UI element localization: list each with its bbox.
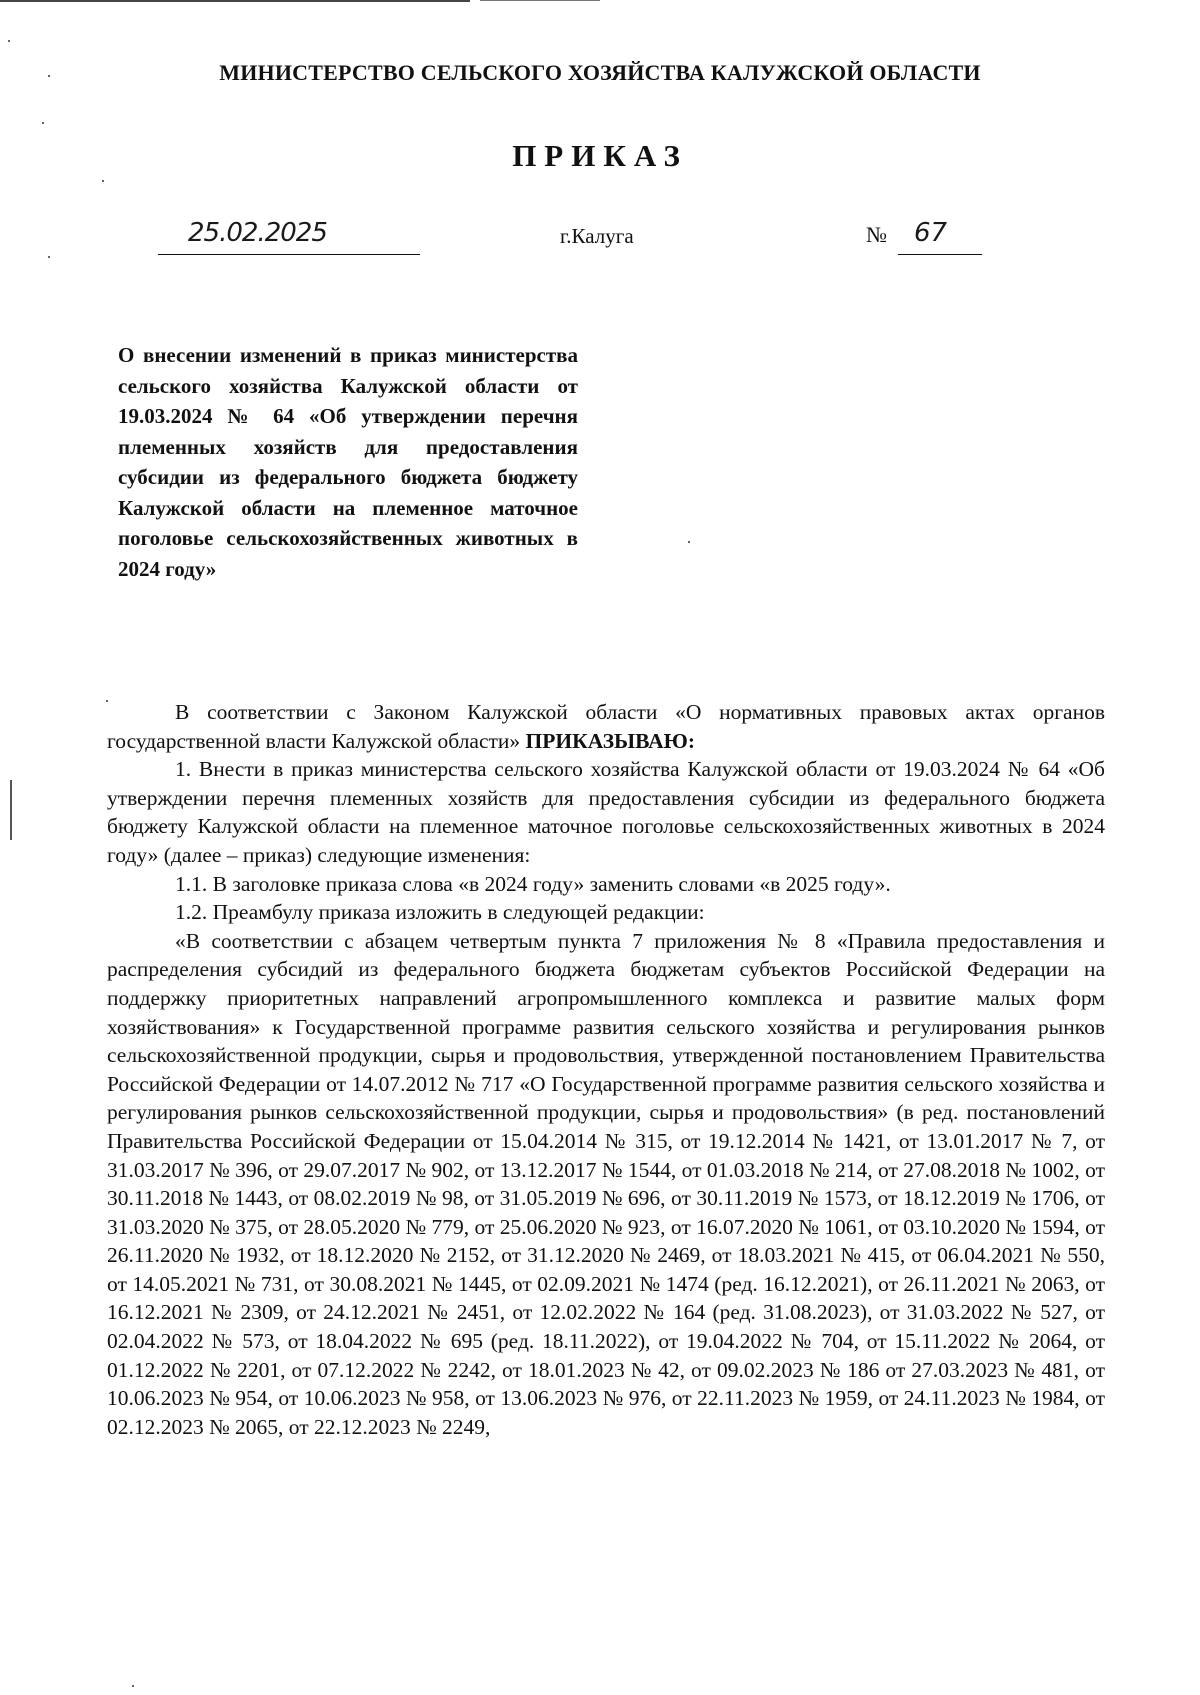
- scan-margin-mark: [10, 780, 12, 840]
- scan-artifact-line: [480, 0, 600, 1]
- number-field: [898, 218, 982, 255]
- quoted-preamble: «В соответствии с абзацем четвертым пункта 7 приложения № 8 «Правила предоставления и распределения субсидий из федерального бюджета бюджетам субъектов Российской Федерации на поддержку приоритетных направлений агропромышленного комплекса и развитие малых форм хозяйствования» к Государственной программе развития сельского хозяйства и регулирования рынков сельскохозяйственной продукции, сырья и продовольствия, утвержденной постановлением Правительства Российской Федерации от 14.07.2012 № 717 «О Государственной программе развития сельского хозяйства и регулирования рынков сельскохозяйственной продукции, сырья и продовольствия» (в ред. постановлений Правительства Российской Федерации от 15.04.2014 № 315, от 19.12.2014 № 1421, от 13.01.2017 № 7, от 31.03.2017 № 396, от 29.07.2017 № 902, от 13.12.2017 № 1544, от 01.03.2018 № 214, от 27.08.2018 № 1002, от 30.11.2018 № 1443, от 08.02.2019 № 98, от 31.05.2019 № 696, от 30.11.2019 № 1573, от 18.12.2019 № 1706, от 31.03.2020 № 375, от 28.05.2020 № 779, от 25.06.2020 № 923, от 16.07.2020 № 1061, от 03.10.2020 № 1594, от 26.11.2020 № 1932, от 18.12.2020 № 2152, от 31.12.2020 № 2469, от 18.03.2021 № 415, от 06.04.2021 № 550, от 14.05.2021 № 731, от 30.08.2021 № 1445, от 02.09.2021 № 1474 (ред. 16.12.2021), от 26.11.2021 № 2063, от 16.12.2021 № 2309, от 24.12.2021 № 2451, от 12.02.2022 № 164 (ред. 31.08.2023), от 31.03.2022 № 527, от 02.04.2022 № 573, от 18.04.2022 № 695 (ред. 18.11.2022), от 19.04.2022 № 704, от 15.11.2022 № 2064, от 01.12.2022 № 2201, от 07.12.2022 № 2242, от 18.01.2023 № 42, от 09.02.2023 № 186 от 27.03.2023 № 481, от 10.06.2023 № 954, от 10.06.2023 № 958, от 13.06.2023 № 976, от 22.11.2023 № 1959, от 24.11.2023 № 1984, от 02.12.2023 № 2065, от 22.12.2023 № 2249,: [107, 928, 1105, 1439]
- ministry-name: МИНИСТЕРСТВО СЕЛЬСКОГО ХОЗЯЙСТВА КАЛУЖСКОЙ ОБЛАСТИ: [219, 60, 981, 85]
- scan-speck: [102, 180, 104, 182]
- preamble-text: В соответствии с Законом Калужской области «О нормативных правовых актах органов государственной власти Калужской области»: [107, 700, 1105, 753]
- number-label: №: [866, 222, 887, 247]
- item-1: 1. Внести в приказ министерства сельского хозяйства Калужской области от 19.03.2024 № 64 «Об утверждении перечня племенных хозяйств для предоставления субсидии из федерального бюджета бюджету Калужской области на племенное маточное поголовье сельскохозяйственных животных в 2024 году» (далее – приказ) следующие изменения:: [107, 757, 1105, 867]
- scan-speck: [48, 256, 50, 258]
- order-subject: О внесении изменений в приказ министерства сельского хозяйства Калужской области от 19.03.2024 № 64 «Об утверждении перечня племенных хозяйств для предоставления субсидии из федерального бюджета бюджету Калужской области на племенное маточное поголовье сельскохозяйственных животных в 2024 году»: [118, 343, 578, 581]
- scan-speck: [132, 1685, 134, 1687]
- document-type-title: ПРИКАЗ: [512, 138, 688, 173]
- handwritten-date: 25.02.2025: [188, 218, 327, 248]
- scan-speck: [42, 122, 44, 124]
- scan-speck: [688, 541, 690, 543]
- preamble-paragraph: [107, 698, 1105, 755]
- order-directive: ПРИКАЗЫВАЮ:: [525, 728, 696, 753]
- order-body: [107, 698, 1105, 1441]
- handwritten-number: 67: [914, 218, 948, 248]
- city-label: г.Калуга: [560, 224, 634, 248]
- scan-artifact-line: [0, 0, 470, 2]
- date-field: [158, 218, 420, 255]
- scan-speck: [8, 40, 10, 42]
- item-1-1: 1.1. В заголовке приказа слова «в 2024 году» заменить словами «в 2025 году».: [175, 871, 891, 896]
- item-1-2: 1.2. Преамбулу приказа изложить в следующей редакции:: [175, 900, 705, 925]
